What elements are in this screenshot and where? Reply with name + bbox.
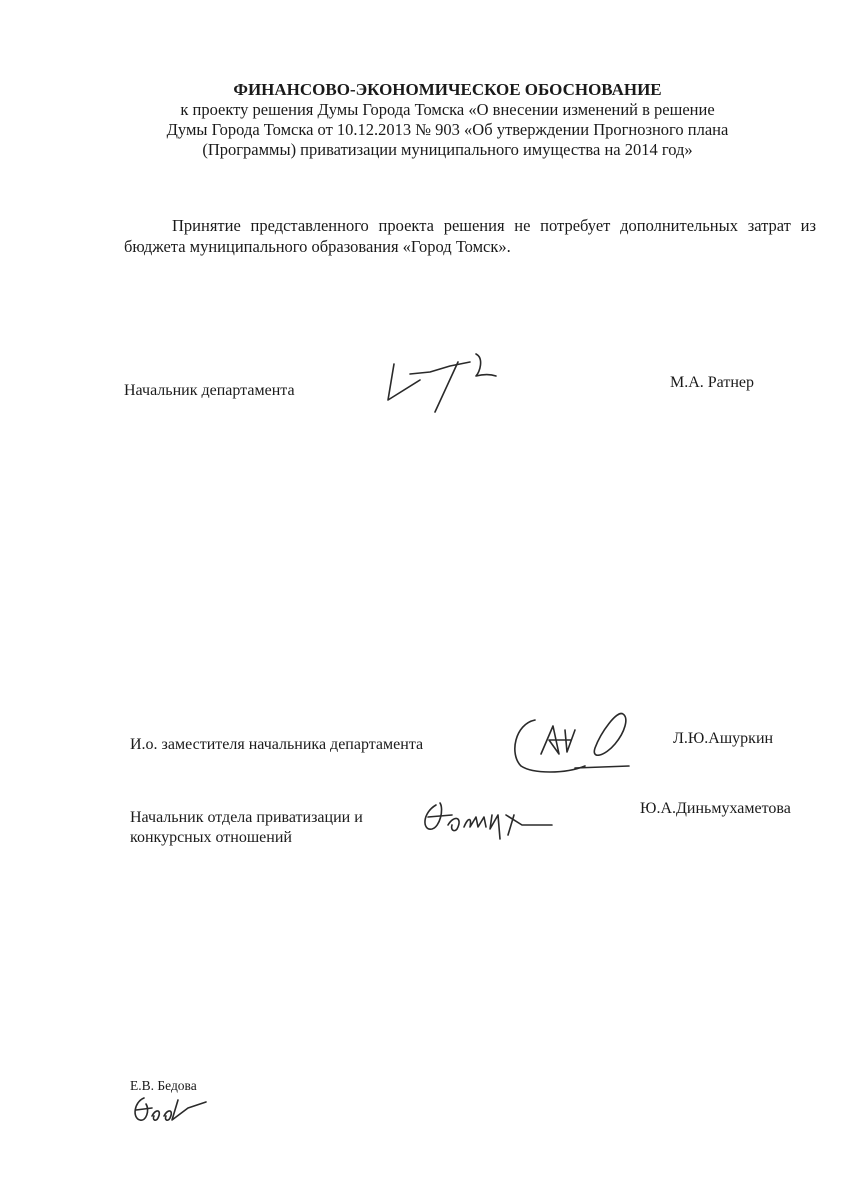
executor-name: Е.В. Бедова <box>130 1078 197 1093</box>
signer-role-line: Начальник отдела приватизации и <box>130 809 363 826</box>
signer-name-division: Ю.А.Диньмухаметова <box>640 800 791 817</box>
signer-role-head: Начальник департамента <box>124 382 295 399</box>
subtitle-line: Думы Города Томска от 10.12.2013 № 903 «Об утверждении Прогнозного плана <box>166 120 729 139</box>
signer-role-line: конкурсных отношений <box>130 829 292 846</box>
signature-head <box>380 350 510 420</box>
signer-name-deputy: Л.Ю.Ашуркин <box>673 730 774 747</box>
signer-name-head: М.А. Ратнер <box>670 374 755 391</box>
signer-role-division <box>130 808 363 848</box>
signer-role-deputy: И.о. заместителя начальника департамента <box>130 736 424 753</box>
subtitle-line: (Программы) приватизации муниципального имущества на 2014 год» <box>202 140 693 159</box>
document-title: ФИНАНСОВО-ЭКОНОМИЧЕСКОЕ ОБОСНОВАНИЕ <box>233 80 662 99</box>
executor-initials-signature <box>128 1092 218 1128</box>
document-subtitle <box>0 100 850 160</box>
signature-deputy <box>505 708 635 783</box>
subtitle-line: к проекту решения Думы Города Томска «О внесении изменений в решение <box>180 100 715 119</box>
body-paragraph: Принятие представленного проекта решения не потребует дополнительных затрат из бюджета муниципального образования «Город Томск». <box>124 216 816 256</box>
signature-division <box>418 795 558 845</box>
